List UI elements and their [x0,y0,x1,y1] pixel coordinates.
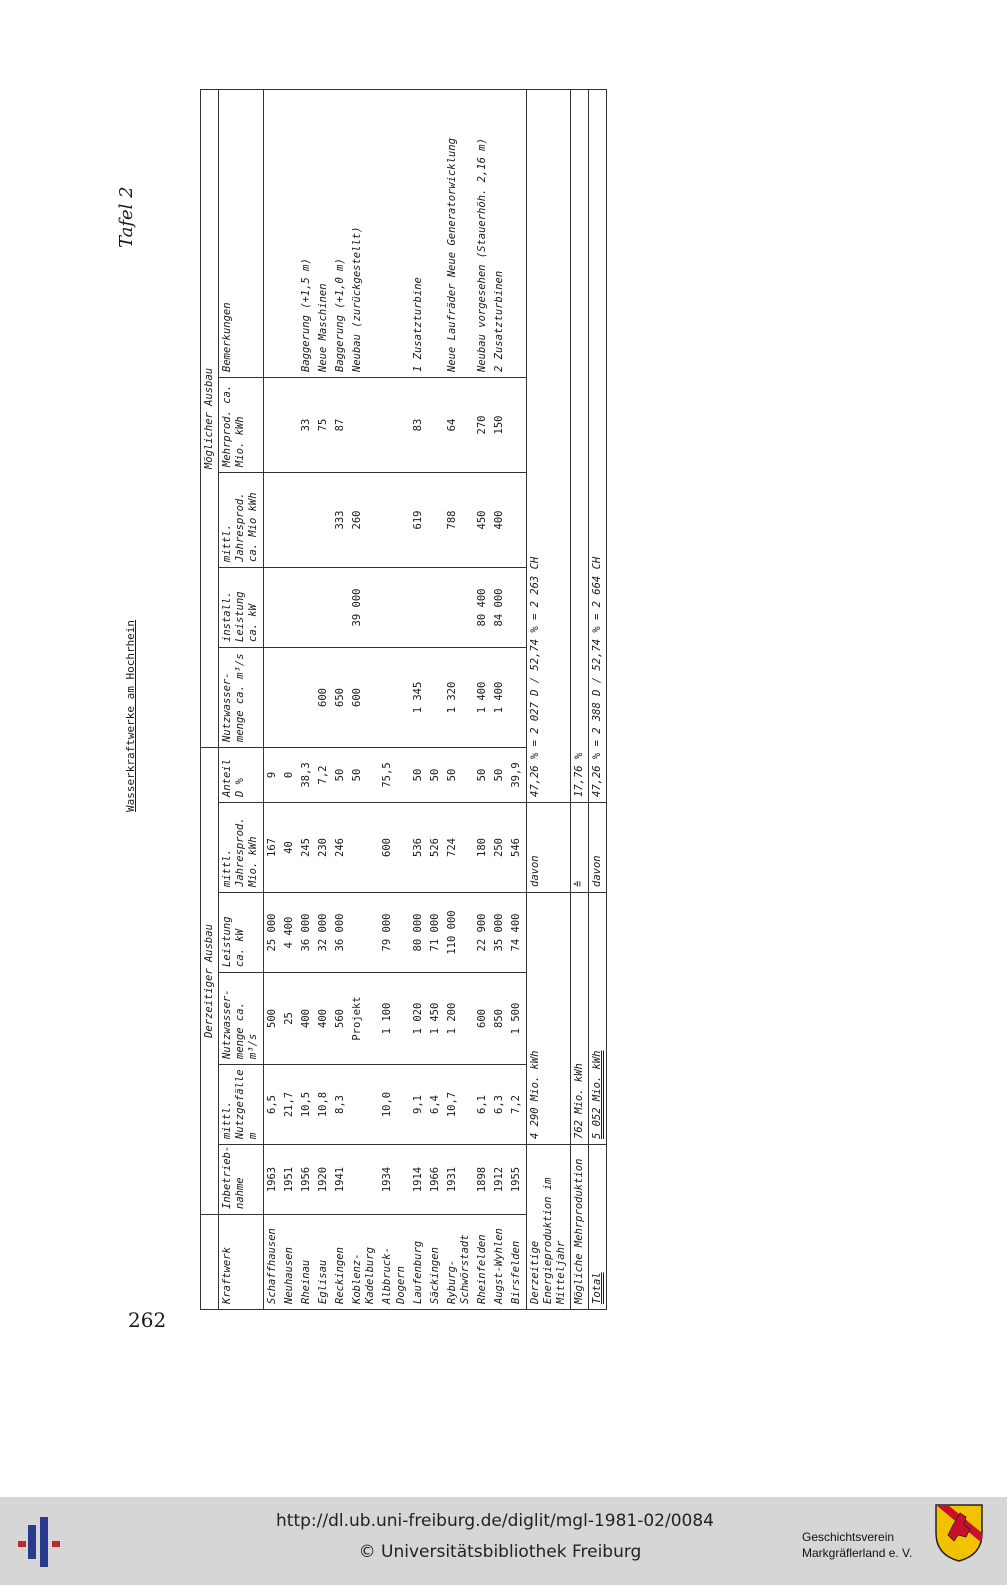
table-cell: 600 [349,647,379,747]
table-cell: 600 [379,803,409,893]
table-cell [508,567,526,647]
table-cell: 260 [349,472,379,567]
table-cell: 1934 [379,1145,409,1215]
table-cell: 600 [315,647,332,747]
table-row [427,89,444,1309]
rotated-table-container [200,90,868,1310]
table-cell: 600 [474,973,491,1065]
table-cell: 38,3 [298,747,315,802]
table-cell: 546 [508,803,526,893]
table-cell: 230 [315,803,332,893]
summary-davon: davon [526,803,570,893]
table-cell: 1955 [508,1145,526,1215]
plant-name: Reckingen [332,1215,349,1310]
table-row [444,89,474,1309]
table-cell: 1 400 [474,647,491,747]
table-cell: 7,2 [315,747,332,802]
plant-name: Augst-Wyhlen [491,1215,508,1310]
table-cell: 333 [332,472,349,567]
column-header: Bemerkungen [219,89,263,377]
table-cell [281,647,298,747]
table-cell: 1 345 [410,647,427,747]
hydro-plants-table [200,89,607,1310]
summary-label: Total [589,1145,607,1310]
table-cell [281,377,298,472]
summary-label: Mögliche Mehrproduktion [570,1145,588,1310]
column-header: mittl. Jahresprod. Mio. kWh [219,803,263,893]
table-cell: 33 [298,377,315,472]
table-cell: 39,9 [508,747,526,802]
table-cell: 400 [298,973,315,1065]
table-row [332,89,349,1309]
table-cell: 35 000 [491,893,508,973]
table-cell [427,377,444,472]
table-title: Wasserkraftwerke am Hochrhein [124,619,137,812]
table-cell [508,647,526,747]
table-cell: 150 [491,377,508,472]
table-cell [349,803,379,893]
plant-name: Birsfelden [508,1215,526,1310]
table-cell [379,377,409,472]
table-cell [508,377,526,472]
group-current: Derzeitiger Ausbau [201,747,219,1214]
table-cell: 50 [474,747,491,802]
table-cell: 1 320 [444,647,474,747]
table-cell [427,472,444,567]
footer-copyright: © Universitätsbibliothek Freiburg [358,1542,642,1562]
table-row [410,89,427,1309]
column-header-row [219,89,263,1309]
summary-value: 4 290 Mio. kWh [526,893,570,1145]
table-cell: 36 000 [332,893,349,973]
table-cell: 8,3 [332,1065,349,1145]
summary-share: 47,26 % = 2 027 D / 52,74 % = 2 263 CH [526,89,570,802]
column-header: mittl. Jahresprod. ca. Mio kWh [219,472,263,567]
column-header: Nutzwasser-menge ca. m³/s [219,973,263,1065]
plant-name: Schaffhausen [263,1215,281,1310]
table-cell: 80 400 [474,567,491,647]
remark-cell: Neubau vorgesehen (Stauerhöh. 2,16 m) [474,89,491,377]
remark-cell: Neue Maschinen [315,89,332,377]
summary-label: Derzeitige Energieproduktion im Mitteljahr [526,1145,570,1310]
table-cell: 10,7 [444,1065,474,1145]
table-cell: 64 [444,377,474,472]
table-cell: 50 [410,747,427,802]
column-header: Leistung ca. kW [219,893,263,973]
table-cell: 79 000 [379,893,409,973]
table-cell [410,567,427,647]
table-cell: 6,3 [491,1065,508,1145]
table-cell: 40 [281,803,298,893]
table-cell: 450 [474,472,491,567]
table-cell: 6,5 [263,1065,281,1145]
table-cell: 245 [298,803,315,893]
table-cell: 1941 [332,1145,349,1215]
table-cell [379,567,409,647]
table-cell [508,472,526,567]
table-cell: 50 [427,747,444,802]
group-possible: Möglicher Ausbau [201,89,219,747]
table-cell: 39 000 [349,567,379,647]
table-row [298,89,315,1309]
column-header: Mehrprod. ca. Mio. kWh [219,377,263,472]
table-cell: 724 [444,803,474,893]
table-cell: 9 [263,747,281,802]
table-cell: 619 [410,472,427,567]
table-cell: 1920 [315,1145,332,1215]
library-footer [0,1497,1007,1585]
table-cell [379,472,409,567]
table-cell [315,567,332,647]
table-cell: 0 [281,747,298,802]
table-cell: 250 [491,803,508,893]
table-cell: 50 [491,747,508,802]
remark-cell: Baggerung (+1,0 m) [332,89,349,377]
table-cell: 36 000 [298,893,315,973]
table-cell: 75,5 [379,747,409,802]
summary-davon: davon [589,803,607,893]
table-cell: 1912 [491,1145,508,1215]
table-cell: 500 [263,973,281,1065]
summary-value: 5 052 Mio. kWh [589,893,607,1145]
table-row [474,89,491,1309]
column-header: install. Leistung ca. kW [219,567,263,647]
table-cell: 7,2 [508,1065,526,1145]
table-row [491,89,508,1309]
table-cell: 50 [444,747,474,802]
remark-cell: 2 Zusatzturbinen [491,89,508,377]
table-cell: 10,8 [315,1065,332,1145]
table-row [349,89,379,1309]
column-header: Anteil D % [219,747,263,802]
plant-name: Rheinfelden [474,1215,491,1310]
table-cell: 400 [315,973,332,1065]
table-row [379,89,409,1309]
summary-row-current [526,89,570,1309]
remark-cell: Neue Laufräder Neue Generatorwicklung [444,89,474,377]
table-cell: 71 000 [427,893,444,973]
plant-name: Ryburg-Schwörstadt [444,1215,474,1310]
table-cell: 10,5 [298,1065,315,1145]
group-header-row [201,89,219,1309]
table-cell: 1 450 [427,973,444,1065]
table-cell: 246 [332,803,349,893]
table-row [315,89,332,1309]
table-cell: 788 [444,472,474,567]
footer-url[interactable]: http://dl.ub.uni-freiburg.de/diglit/mgl-1981-02/0084 [276,1511,714,1531]
table-cell [263,567,281,647]
table-cell [263,472,281,567]
table-cell [281,567,298,647]
table-cell: 1914 [410,1145,427,1215]
summary-value: 762 Mio. kWh [570,893,588,1145]
table-body [263,89,526,1309]
table-cell: Projekt [349,973,379,1065]
table-cell [298,472,315,567]
table-row [263,89,281,1309]
table-cell [427,647,444,747]
table-cell [379,647,409,747]
table-cell [263,647,281,747]
table-cell: 80 000 [410,893,427,973]
table-cell [349,377,379,472]
table-row [281,89,298,1309]
table-cell: 25 [281,973,298,1065]
footer-organization [802,1529,912,1561]
table-cell [349,893,379,973]
plant-name: Rheinau [298,1215,315,1310]
remark-cell [508,89,526,377]
table-cell: 10,0 [379,1065,409,1145]
table-cell [263,377,281,472]
table-cell: 1931 [444,1145,474,1215]
table-cell: 6,1 [474,1065,491,1145]
table-cell: 1 200 [444,973,474,1065]
table-cell [298,647,315,747]
plant-name: Laufenburg [410,1215,427,1310]
coat-of-arms-icon [934,1503,984,1563]
table-cell [281,472,298,567]
table-cell: 83 [410,377,427,472]
table-cell [349,1065,379,1145]
column-header: Inbetrieb-nahme [219,1145,263,1215]
plant-name: Säckingen [427,1215,444,1310]
table-cell: 75 [315,377,332,472]
remark-cell: Neubau (zurückgestellt) [349,89,379,377]
table-cell: 74 400 [508,893,526,973]
table-cell [315,472,332,567]
table-cell: 32 000 [315,893,332,973]
table-cell [444,567,474,647]
summary-row-additional [570,89,588,1309]
table-cell: 25 000 [263,893,281,973]
table-cell: 84 000 [491,567,508,647]
table-cell: 1 400 [491,647,508,747]
plant-name: Albbruck-Dogern [379,1215,409,1310]
table-cell: 526 [427,803,444,893]
remark-cell: 1 Zusatzturbine [410,89,427,377]
table-cell: 50 [332,747,349,802]
table-cell: 167 [263,803,281,893]
table-cell: 1898 [474,1145,491,1215]
remark-cell [281,89,298,377]
table-cell: 4 400 [281,893,298,973]
table-cell: 22 900 [474,893,491,973]
table-row [508,89,526,1309]
table-cell: 650 [332,647,349,747]
table-cell: 110 000 [444,893,474,973]
table-cell: 9,1 [410,1065,427,1145]
table-cell: 180 [474,803,491,893]
column-header: Nutzwasser-menge ca. m³/s [219,647,263,747]
remark-cell [379,89,409,377]
org-line-1: Geschichtsverein [802,1530,895,1544]
table-cell: 1 020 [410,973,427,1065]
summary-share: 47,26 % = 2 388 D / 52,74 % = 2 664 CH [589,89,607,802]
table-cell: 21,7 [281,1065,298,1145]
table-cell: 6,4 [427,1065,444,1145]
table-cell: 1951 [281,1145,298,1215]
plant-name: Eglisau [315,1215,332,1310]
column-header: mittl. Nutzgefälle m [219,1065,263,1145]
summary-davon: ≙ [570,803,588,893]
table-cell: 850 [491,973,508,1065]
summary-row-total [589,89,607,1309]
table-cell: 50 [349,747,379,802]
table-cell: 536 [410,803,427,893]
table-cell: 1 500 [508,973,526,1065]
table-cell: 270 [474,377,491,472]
page-number: 262 [128,1308,167,1332]
table-cell [332,567,349,647]
plant-name: Neuhausen [281,1215,298,1310]
table-cell [298,567,315,647]
table-cell: 1966 [427,1145,444,1215]
table-cell: 400 [491,472,508,567]
table-cell: 1963 [263,1145,281,1215]
remark-cell: Baggerung (+1,5 m) [298,89,315,377]
column-header: Kraftwerk [219,1215,263,1310]
table-cell: 560 [332,973,349,1065]
plate-label: Tafel 2 [116,186,137,248]
plant-name: Koblenz-Kadelburg [349,1215,379,1310]
table-cell: 1 100 [379,973,409,1065]
remark-cell [427,89,444,377]
table-cell [427,567,444,647]
remark-cell [263,89,281,377]
table-cell: 1956 [298,1145,315,1215]
org-line-2: Markgräflerland e. V. [802,1546,913,1561]
table-cell: 87 [332,377,349,472]
table-cell [349,1145,379,1215]
summary-share: 17,76 % [570,89,588,802]
